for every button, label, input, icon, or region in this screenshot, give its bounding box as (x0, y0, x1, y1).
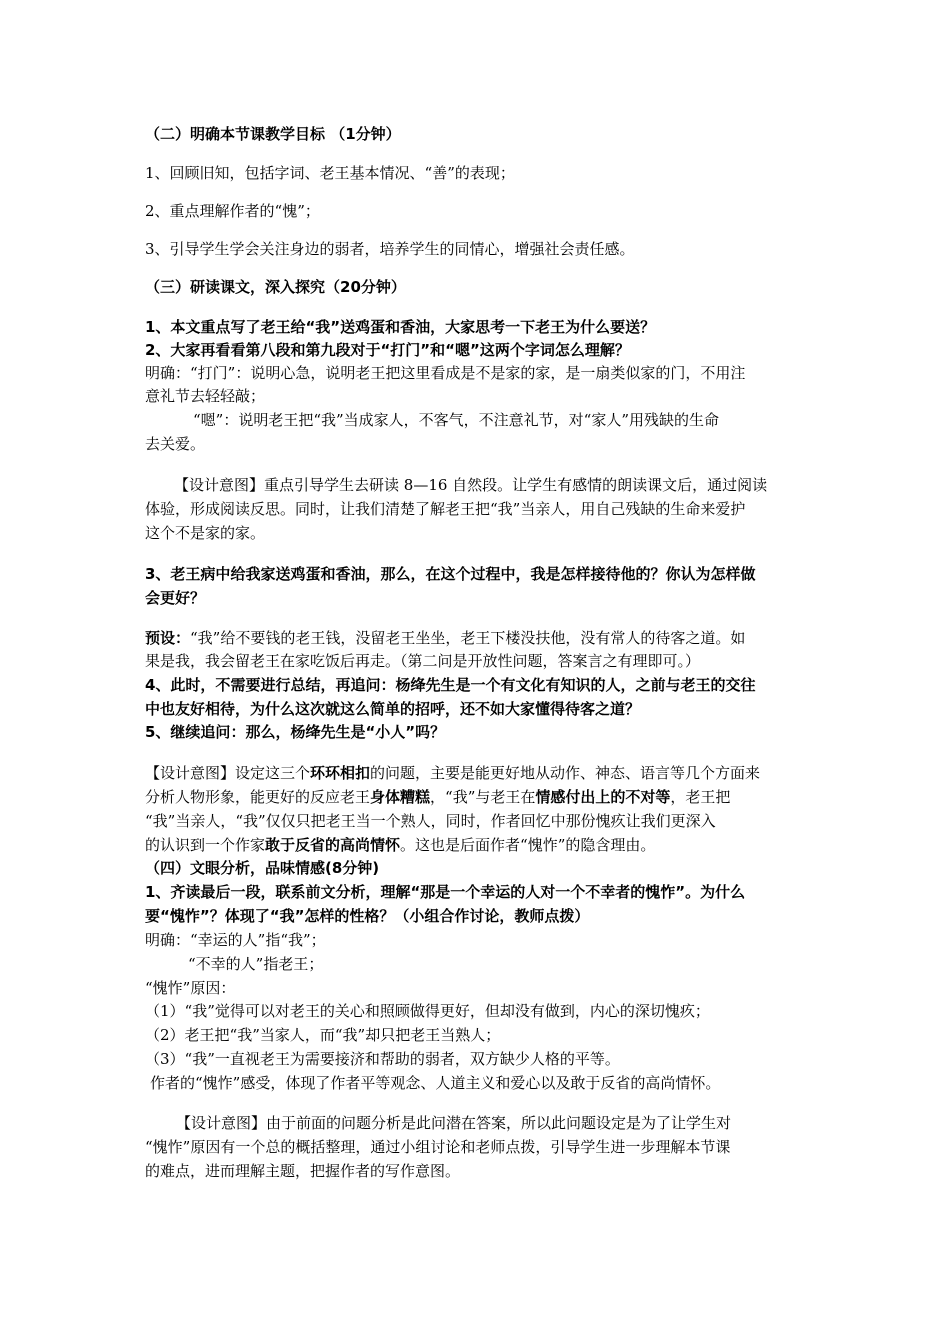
intent2-emphasis-1: 环环相扣 (310, 764, 371, 782)
intent2-text-e: ，老王把 (670, 788, 731, 806)
design-intent-2-line-3: “我”当亲人，“我”仅仅只把老王当一个熟人，同时，作者回忆中那份愧疚让我们更深入 (145, 812, 716, 830)
answer-1-line-1: 明确：“打门”：说明心急，说明老王把这里看成是不是家的家，是一扇类似家的门，不用注 (145, 364, 746, 382)
goal-item-1: 1、回顾旧知，包括字词、老王基本情况、“善”的表现； (145, 164, 515, 182)
question-2: 2、大家再看看第八段和第九段对于“打门”和“嗯”这两个字词怎么理解？ (145, 341, 630, 359)
design-intent-3-line-2: “愧怍”原因有一个总的概括整理，通过小组讨论和老师点拨，引导学生进一步理解本节课 (145, 1138, 731, 1156)
intent2-emphasis-4: 敢于反省的高尚情怀 (265, 836, 401, 854)
design-intent-1-line-3: 这个不是家的家。 (145, 524, 266, 542)
s4-answer-3: “愧怍”原因： (145, 979, 236, 997)
design-intent-1-line-1: 【设计意图】重点引导学生去研读 8—16 自然段。让学生有感情的朗读课文后，通过阅读 (174, 476, 768, 494)
question-3-line-2: 会更好？ (145, 589, 206, 607)
intent2-text-d: ，“我”与老王在 (430, 788, 536, 806)
question-4-line-1: 4、此时，不需要进行总结，再追问：杨绛先生是一个有文化有知识的人，之前与老王的交往 (145, 676, 756, 694)
design-intent-2-line-1 (145, 762, 760, 784)
answer-2-line-1: “嗯”：说明老王把“我”当成家人，不客气，不注意礼节，对“家人”用残缺的生命 (193, 411, 720, 429)
section-4-heading: （四）文眼分析，品味情感(8分钟) (145, 859, 380, 877)
s4-answer-1: 明确：“幸运的人”指“我”； (145, 931, 326, 949)
preset-text: “我”给不要钱的老王钱，没留老王坐坐，老王下楼没扶他，没有常人的待客之道。如 (190, 629, 746, 647)
intent2-emphasis-2: 身体糟糕 (370, 788, 431, 806)
goal-item-2: 2、重点理解作者的“愧”； (145, 202, 320, 220)
intent2-text-f: 的认识到一个作家 (145, 836, 266, 854)
design-intent-2-line-4 (145, 834, 655, 856)
intent2-text-c: 分析人物形象，能更好的反应老王 (145, 788, 371, 806)
goal-item-3: 3、引导学生学会关注身边的弱者，培养学生的同情心，增强社会责任感。 (145, 240, 635, 258)
reason-2: （2）老王把“我”当家人，而“我”却只把老王当熟人； (145, 1026, 501, 1044)
intent2-emphasis-3: 情感付出上的不对等 (535, 788, 671, 806)
intent2-text-a: 【设计意图】设定这三个 (145, 764, 311, 782)
summary: 作者的“愧怍”感受，体现了作者平等观念、人道主义和爱心以及敢于反省的高尚情怀。 (150, 1074, 721, 1092)
design-intent-1-line-2: 体验，形成阅读反思。同时，让我们清楚了解老王把“我”当亲人，用自己残缺的生命来爱护 (145, 500, 746, 518)
section-3-heading: （三）研读课文，深入探究（20分钟） (145, 278, 406, 296)
answer-2-line-2: 去关爱。 (145, 435, 206, 453)
answer-1-line-2: 意礼节去轻轻敲； (145, 387, 266, 405)
s4-answer-2: “不幸的人”指老王； (188, 955, 324, 973)
question-1: 1、本文重点写了老王给“我”送鸡蛋和香油，大家思考一下老王为什么要送？ (145, 318, 656, 336)
reason-1: （1）“我”觉得可以对老王的关心和照顾做得更好，但却没有做到，内心的深切愧疚； (145, 1002, 710, 1020)
s4-question-1-line-2: 要“愧怍”？体现了“我”怎样的性格？（小组合作讨论，教师点拨） (145, 907, 590, 925)
preset-line-2: 果是我，我会留老王在家吃饭后再走。（第二问是开放性问题，答案言之有理即可。） (145, 652, 701, 670)
design-intent-3-line-1: 【设计意图】由于前面的问题分析是此问潜在答案，所以此问题设定是为了让学生对 (176, 1114, 732, 1132)
design-intent-2-line-2 (145, 786, 730, 808)
preset-line-1 (145, 627, 745, 649)
s4-question-1-line-1: 1、齐读最后一段，联系前文分析，理解“那是一个幸运的人对一个不幸者的愧怍”。为什么 (145, 883, 746, 901)
section-2-heading: （二）明确本节课教学目标 （1分钟） (145, 125, 401, 143)
design-intent-3-line-3: 的难点，进而理解主题，把握作者的写作意图。 (145, 1162, 461, 1180)
question-4-line-2: 中也友好相待，为什么这次就这么简单的招呼，还不如大家懂得待客之道？ (145, 700, 641, 718)
preset-label: 预设： (145, 629, 191, 647)
question-5: 5、继续追问：那么，杨绛先生是“小人”吗？ (145, 723, 446, 741)
question-3-line-1: 3、老王病中给我家送鸡蛋和香油，那么，在这个过程中，我是怎样接待他的？你认为怎样做 (145, 565, 756, 583)
intent2-text-g: 。这也是后面作者“愧怍”的隐含理由。 (400, 836, 656, 854)
intent2-text-b: 的问题，主要是能更好地从动作、神态、语言等几个方面来 (370, 764, 761, 782)
reason-3: （3）“我”一直视老王为需要接济和帮助的弱者，双方缺少人格的平等。 (145, 1050, 620, 1068)
